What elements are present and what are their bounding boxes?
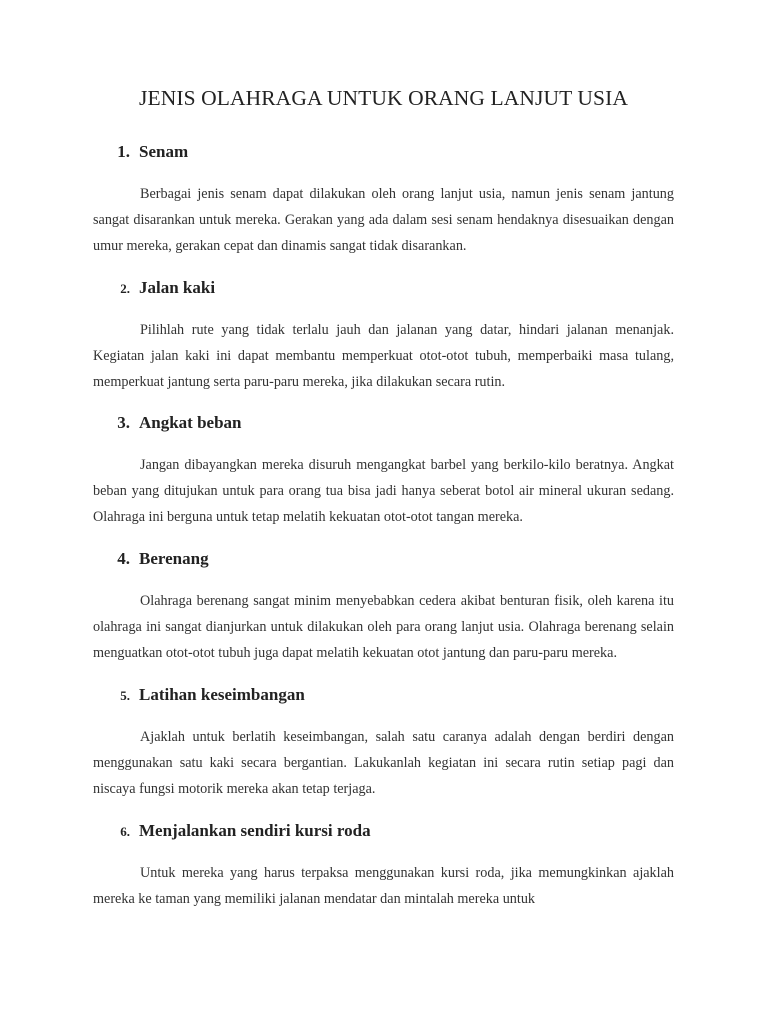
section-paragraph: Pilihlah rute yang tidak terlalu jauh dan jalanan yang datar, hindari jalanan menanjak. Kegiatan jalan kaki ini dapat membantu memperkuat otot-otot tubuh, memperbaiki masa tulang, memperkuat jantung serta paru-paru mereka, jika dilakukan secara rutin. <box>93 321 674 390</box>
section-paragraph: Ajaklah untuk berlatih keseimbangan, salah satu caranya adalah dengan berdiri dengan menggunakan satu kaki secara bergantian. Lakukanlah kegiatan ini secara rutin setiap pagi dan niscaya fungsi motorik mereka akan tetap terjaga. <box>93 728 674 797</box>
section-title: Latihan keseimbangan <box>139 684 305 704</box>
section-senam <box>93 142 674 260</box>
section-kursi-roda <box>93 821 674 913</box>
section-heading <box>93 413 674 433</box>
section-heading <box>93 549 674 569</box>
section-berenang <box>93 549 674 667</box>
section-latihan-keseimbangan <box>93 685 674 803</box>
section-number: 5. <box>120 687 130 703</box>
section-title: Menjalankan sendiri kursi roda <box>139 820 371 840</box>
section-heading <box>93 821 674 841</box>
section-heading <box>93 142 674 162</box>
section-number: 1. <box>117 142 130 161</box>
section-heading <box>93 278 674 298</box>
section-title: Angkat beban <box>139 413 242 433</box>
section-title: Jalan kaki <box>139 277 216 297</box>
section-number: 2. <box>120 280 130 296</box>
section-number: 4. <box>117 549 130 569</box>
section-paragraph: Berbagai jenis senam dapat dilakukan oleh orang lanjut usia, namun jenis senam jantung sangat disarankan untuk mereka. Gerakan yang ada dalam sesi senam hendaknya disesuaikan dengan umur mereka, gerakan cepat dan dinamis sangat tidak disarankan. <box>93 186 674 254</box>
section-number: 6. <box>120 823 130 839</box>
section-number: 3. <box>117 413 130 433</box>
section-title: Berenang <box>139 549 209 569</box>
section-paragraph: Untuk mereka yang harus terpaksa menggunakan kursi roda, jika memungkinkan ajaklah mereka ke taman yang memiliki jalanan mendatar dan mintalah mereka untuk <box>93 864 674 907</box>
document-title: JENIS OLAHRAGA UNTUK ORANG LANJUT USIA <box>139 86 628 110</box>
section-jalan-kaki <box>93 278 674 396</box>
section-heading <box>93 685 674 705</box>
section-angkat-beban <box>93 413 674 531</box>
section-title: Senam <box>139 142 189 161</box>
section-paragraph: Olahraga berenang sangat minim menyebabkan cedera akibat benturan fisik, oleh karena itu olahraga ini sangat dianjurkan untuk dilakukan oleh para orang lanjut usia. Olahraga berenang selain menguatkan otot-otot tubuh juga dapat melatih kekuatan otot jantung dan paru-paru mereka. <box>93 593 674 661</box>
section-paragraph: Jangan dibayangkan mereka disuruh mengangkat barbel yang berkilo-kilo beratnya. Angkat beban yang ditujukan untuk para orang tua bisa jadi hanya seberat botol air mineral ukuran sedang. Olahraga ini berguna untuk tetap melatih kekuatan otot-otot tangan mereka. <box>93 457 674 526</box>
